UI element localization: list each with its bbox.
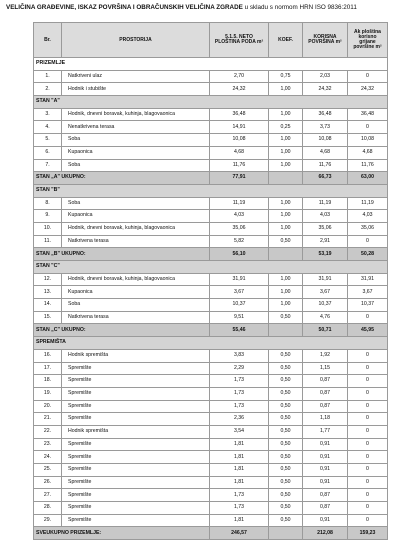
heated-area: 11,19 xyxy=(348,197,388,210)
heated-area: 0 xyxy=(348,514,388,527)
row-number: 28. xyxy=(34,502,62,515)
usable-area: 4,76 xyxy=(303,311,348,324)
usable-area: 0,91 xyxy=(303,451,348,464)
header-ak: Ak ploština korisno grijane površine m² xyxy=(348,23,388,58)
room-name: Nenatkrivena terasa xyxy=(62,121,210,134)
net-area: 36,48 xyxy=(210,108,269,121)
table-row xyxy=(34,299,388,312)
table-row xyxy=(34,273,388,286)
row-number: 11. xyxy=(34,235,62,248)
net-area: 3,83 xyxy=(210,349,269,362)
subtotal-row xyxy=(34,248,388,261)
usable-area: 4,03 xyxy=(303,210,348,223)
coefficient: 0,50 xyxy=(269,425,303,438)
heated-area: 0 xyxy=(348,387,388,400)
room-name: Natkriveni ulaz xyxy=(62,70,210,83)
subtotal-usable: 53,19 xyxy=(303,248,348,261)
section-label: STAN "B" xyxy=(34,184,388,197)
table-body xyxy=(34,58,388,540)
heated-area: 0 xyxy=(348,235,388,248)
usable-area: 11,19 xyxy=(303,197,348,210)
room-name: Soba xyxy=(62,299,210,312)
subtotal-coef-empty xyxy=(269,324,303,337)
heated-area: 0 xyxy=(348,121,388,134)
net-area: 2,36 xyxy=(210,413,269,426)
usable-area: 3,73 xyxy=(303,121,348,134)
heated-area: 0 xyxy=(348,413,388,426)
heated-area: 0 xyxy=(348,476,388,489)
subtotal-heated: 63,00 xyxy=(348,172,388,185)
subtotal-net: 77,91 xyxy=(210,172,269,185)
subtotal-usable: 66,73 xyxy=(303,172,348,185)
coefficient: 1,00 xyxy=(269,159,303,172)
heated-area: 0 xyxy=(348,400,388,413)
room-name: Spremište xyxy=(62,514,210,527)
usable-area: 0,91 xyxy=(303,438,348,451)
usable-area: 0,87 xyxy=(303,375,348,388)
room-name: Hodnik i stubište xyxy=(62,83,210,96)
coefficient: 1,00 xyxy=(269,108,303,121)
coefficient: 1,00 xyxy=(269,222,303,235)
heated-area: 0 xyxy=(348,502,388,515)
coefficient: 0,50 xyxy=(269,235,303,248)
row-number: 20. xyxy=(34,400,62,413)
heated-area: 36,48 xyxy=(348,108,388,121)
net-area: 1,73 xyxy=(210,502,269,515)
coefficient: 1,00 xyxy=(269,146,303,159)
subtotal-coef-empty xyxy=(269,172,303,185)
table-row xyxy=(34,159,388,172)
net-area: 9,51 xyxy=(210,311,269,324)
net-area: 1,73 xyxy=(210,489,269,502)
room-name: Hodnik spremišta xyxy=(62,349,210,362)
net-area: 4,03 xyxy=(210,210,269,223)
room-name: Soba xyxy=(62,134,210,147)
room-name: Spremište xyxy=(62,451,210,464)
table-row xyxy=(34,502,388,515)
area-table xyxy=(33,22,388,540)
net-area: 14,91 xyxy=(210,121,269,134)
coefficient: 0,75 xyxy=(269,70,303,83)
heated-area: 35,06 xyxy=(348,222,388,235)
row-number: 16. xyxy=(34,349,62,362)
table-row xyxy=(34,413,388,426)
table-row xyxy=(34,134,388,147)
heated-area: 0 xyxy=(348,70,388,83)
table-row xyxy=(34,514,388,527)
row-number: 25. xyxy=(34,464,62,477)
net-area: 1,73 xyxy=(210,400,269,413)
subtotal-label: STAN „B" UKUPNO: xyxy=(34,248,210,261)
net-area: 3,54 xyxy=(210,425,269,438)
room-name: Soba xyxy=(62,159,210,172)
section-header-row xyxy=(34,96,388,109)
section-label: SPREMIŠTA xyxy=(34,337,388,350)
room-name: Natkrivena terasa xyxy=(62,311,210,324)
net-area: 1,73 xyxy=(210,375,269,388)
net-area: 31,91 xyxy=(210,273,269,286)
row-number: 4. xyxy=(34,121,62,134)
room-name: Spremište xyxy=(62,400,210,413)
net-area: 2,29 xyxy=(210,362,269,375)
section-header-row xyxy=(34,184,388,197)
row-number: 23. xyxy=(34,438,62,451)
header-korisna: KORISNA POVRŠINA m² xyxy=(303,23,348,58)
heated-area: 4,68 xyxy=(348,146,388,159)
room-name: Soba xyxy=(62,197,210,210)
usable-area: 3,67 xyxy=(303,286,348,299)
row-number: 29. xyxy=(34,514,62,527)
coefficient: 1,00 xyxy=(269,197,303,210)
coefficient: 0,50 xyxy=(269,438,303,451)
coefficient: 1,00 xyxy=(269,273,303,286)
room-name: Hodnik, dnevni boravak, kuhinja, blagovaonica xyxy=(62,108,210,121)
subtotal-row xyxy=(34,527,388,540)
row-number: 5. xyxy=(34,134,62,147)
table-row xyxy=(34,311,388,324)
coefficient: 1,00 xyxy=(269,299,303,312)
title-bold: VELIČINA GRAĐEVINE, ISKAZ POVRŠINA I OBRAČUNSKIH VELIČINA ZGRADE xyxy=(6,4,243,11)
subtotal-usable: 50,71 xyxy=(303,324,348,337)
usable-area: 24,32 xyxy=(303,83,348,96)
usable-area: 0,87 xyxy=(303,502,348,515)
table-row xyxy=(34,70,388,83)
row-number: 7. xyxy=(34,159,62,172)
section-label: STAN "C" xyxy=(34,261,388,274)
usable-area: 2,03 xyxy=(303,70,348,83)
heated-area: 24,32 xyxy=(348,83,388,96)
room-name: Spremište xyxy=(62,464,210,477)
table-row xyxy=(34,146,388,159)
usable-area: 1,77 xyxy=(303,425,348,438)
room-name: Kupaonica xyxy=(62,146,210,159)
room-name: Spremište xyxy=(62,413,210,426)
table-row xyxy=(34,197,388,210)
room-name: Hodnik spremišta xyxy=(62,425,210,438)
subtotal-label: STAN „C" UKUPNO: xyxy=(34,324,210,337)
heated-area: 0 xyxy=(348,425,388,438)
heated-area: 10,08 xyxy=(348,134,388,147)
section-header-row xyxy=(34,337,388,350)
usable-area: 1,18 xyxy=(303,413,348,426)
table-row xyxy=(34,349,388,362)
header-rb: Br. xyxy=(34,23,62,58)
table-row xyxy=(34,286,388,299)
room-name: Spremište xyxy=(62,502,210,515)
section-label: PRIZEMLJE xyxy=(34,58,388,71)
document-title xyxy=(6,4,357,11)
subtotal-label: STAN „A" UKUPNO: xyxy=(34,172,210,185)
room-name: Natkrivena terasa xyxy=(62,235,210,248)
usable-area: 31,91 xyxy=(303,273,348,286)
coefficient: 0,50 xyxy=(269,375,303,388)
net-area: 1,81 xyxy=(210,464,269,477)
subtotal-coef-empty xyxy=(269,248,303,261)
table-row xyxy=(34,451,388,464)
row-number: 2. xyxy=(34,83,62,96)
table-row xyxy=(34,375,388,388)
table-row xyxy=(34,476,388,489)
heated-area: 0 xyxy=(348,362,388,375)
table-row xyxy=(34,400,388,413)
table-row xyxy=(34,362,388,375)
net-area: 1,81 xyxy=(210,514,269,527)
row-number: 27. xyxy=(34,489,62,502)
net-area: 1,81 xyxy=(210,438,269,451)
coefficient: 0,50 xyxy=(269,476,303,489)
subtotal-usable: 212,08 xyxy=(303,527,348,540)
table-row xyxy=(34,464,388,477)
coefficient: 0,50 xyxy=(269,502,303,515)
usable-area: 36,48 xyxy=(303,108,348,121)
row-number: 18. xyxy=(34,375,62,388)
heated-area: 11,76 xyxy=(348,159,388,172)
table-row xyxy=(34,210,388,223)
heated-area: 0 xyxy=(348,375,388,388)
table-row xyxy=(34,121,388,134)
header-neto: 5.1.5. NETO PLOŠTINA PODA m² xyxy=(210,23,269,58)
subtotal-label: SVEUKUPNO PRIZEMLJE: xyxy=(34,527,210,540)
usable-area: 0,91 xyxy=(303,476,348,489)
subtotal-net: 56,10 xyxy=(210,248,269,261)
row-number: 13. xyxy=(34,286,62,299)
net-area: 1,73 xyxy=(210,387,269,400)
usable-area: 11,76 xyxy=(303,159,348,172)
coefficient: 0,50 xyxy=(269,451,303,464)
heated-area: 0 xyxy=(348,349,388,362)
heated-area: 4,03 xyxy=(348,210,388,223)
row-number: 1. xyxy=(34,70,62,83)
net-area: 1,81 xyxy=(210,451,269,464)
room-name: Hodnik, dnevni boravak, kuhinja, blagovaonica xyxy=(62,222,210,235)
usable-area: 1,15 xyxy=(303,362,348,375)
usable-area: 2,91 xyxy=(303,235,348,248)
net-area: 4,68 xyxy=(210,146,269,159)
coefficient: 0,25 xyxy=(269,121,303,134)
table-row xyxy=(34,83,388,96)
table-row xyxy=(34,438,388,451)
table-row xyxy=(34,425,388,438)
heated-area: 0 xyxy=(348,489,388,502)
net-area: 3,67 xyxy=(210,286,269,299)
table-header-row xyxy=(34,23,388,58)
coefficient: 0,50 xyxy=(269,464,303,477)
section-label: STAN "A" xyxy=(34,96,388,109)
coefficient: 1,00 xyxy=(269,210,303,223)
section-header-row xyxy=(34,58,388,71)
usable-area: 10,08 xyxy=(303,134,348,147)
coefficient: 0,50 xyxy=(269,489,303,502)
subtotal-heated: 50,28 xyxy=(348,248,388,261)
net-area: 24,32 xyxy=(210,83,269,96)
section-header-row xyxy=(34,261,388,274)
net-area: 10,37 xyxy=(210,299,269,312)
net-area: 2,70 xyxy=(210,70,269,83)
row-number: 8. xyxy=(34,197,62,210)
heated-area: 0 xyxy=(348,451,388,464)
row-number: 22. xyxy=(34,425,62,438)
subtotal-row xyxy=(34,324,388,337)
row-number: 3. xyxy=(34,108,62,121)
coefficient: 1,00 xyxy=(269,83,303,96)
usable-area: 0,91 xyxy=(303,464,348,477)
usable-area: 1,92 xyxy=(303,349,348,362)
row-number: 21. xyxy=(34,413,62,426)
room-name: Spremište xyxy=(62,476,210,489)
row-number: 12. xyxy=(34,273,62,286)
table-row xyxy=(34,222,388,235)
row-number: 14. xyxy=(34,299,62,312)
coefficient: 0,50 xyxy=(269,362,303,375)
row-number: 17. xyxy=(34,362,62,375)
coefficient: 1,00 xyxy=(269,286,303,299)
header-koef: KOEF. xyxy=(269,23,303,58)
room-name: Spremište xyxy=(62,362,210,375)
subtotal-heated: 159,23 xyxy=(348,527,388,540)
heated-area: 0 xyxy=(348,464,388,477)
usable-area: 0,91 xyxy=(303,514,348,527)
row-number: 26. xyxy=(34,476,62,489)
coefficient: 0,50 xyxy=(269,387,303,400)
row-number: 9. xyxy=(34,210,62,223)
title-rest: u skladu s normom HRN ISO 9836:2011 xyxy=(242,4,357,11)
subtotal-net: 246,57 xyxy=(210,527,269,540)
net-area: 11,76 xyxy=(210,159,269,172)
heated-area: 31,91 xyxy=(348,273,388,286)
heated-area: 0 xyxy=(348,438,388,451)
usable-area: 4,68 xyxy=(303,146,348,159)
room-name: Kupaonica xyxy=(62,286,210,299)
usable-area: 0,87 xyxy=(303,387,348,400)
usable-area: 0,87 xyxy=(303,489,348,502)
coefficient: 0,50 xyxy=(269,413,303,426)
coefficient: 0,50 xyxy=(269,400,303,413)
room-name: Spremište xyxy=(62,438,210,451)
usable-area: 35,06 xyxy=(303,222,348,235)
subtotal-coef-empty xyxy=(269,527,303,540)
room-name: Spremište xyxy=(62,489,210,502)
heated-area: 3,67 xyxy=(348,286,388,299)
table-row xyxy=(34,108,388,121)
coefficient: 1,00 xyxy=(269,134,303,147)
net-area: 5,82 xyxy=(210,235,269,248)
net-area: 1,81 xyxy=(210,476,269,489)
table-row xyxy=(34,235,388,248)
net-area: 10,08 xyxy=(210,134,269,147)
subtotal-row xyxy=(34,172,388,185)
usable-area: 10,37 xyxy=(303,299,348,312)
net-area: 11,19 xyxy=(210,197,269,210)
row-number: 15. xyxy=(34,311,62,324)
room-name: Spremište xyxy=(62,375,210,388)
net-area: 35,06 xyxy=(210,222,269,235)
row-number: 10. xyxy=(34,222,62,235)
row-number: 19. xyxy=(34,387,62,400)
subtotal-heated: 45,95 xyxy=(348,324,388,337)
heated-area: 0 xyxy=(348,311,388,324)
usable-area: 0,87 xyxy=(303,400,348,413)
subtotal-net: 55,46 xyxy=(210,324,269,337)
row-number: 6. xyxy=(34,146,62,159)
room-name: Hodnik, dnevni boravak, kuhinja, blagovaonica xyxy=(62,273,210,286)
coefficient: 0,50 xyxy=(269,514,303,527)
room-name: Spremište xyxy=(62,387,210,400)
header-prostorija: PROSTORIJA xyxy=(62,23,210,58)
table-row xyxy=(34,387,388,400)
row-number: 24. xyxy=(34,451,62,464)
room-name: Kupaonica xyxy=(62,210,210,223)
coefficient: 0,50 xyxy=(269,311,303,324)
heated-area: 10,37 xyxy=(348,299,388,312)
coefficient: 0,50 xyxy=(269,349,303,362)
